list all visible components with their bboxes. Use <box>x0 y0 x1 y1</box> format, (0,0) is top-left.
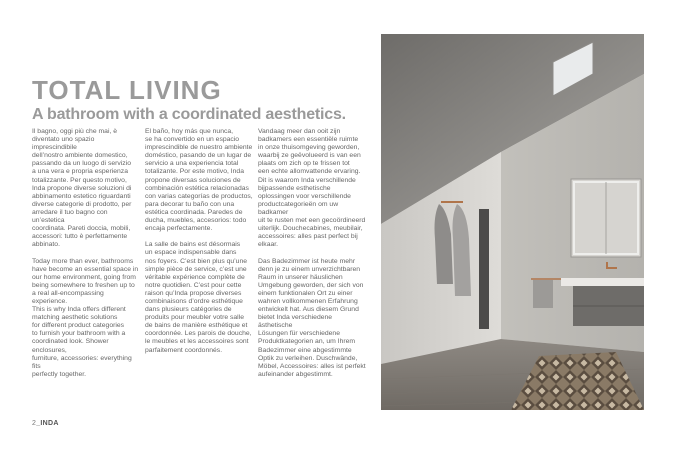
text-column-2 <box>145 128 253 363</box>
page-title: TOTAL LIVING <box>32 75 222 105</box>
text-column-3 <box>258 128 366 387</box>
paragraph-dutch: Vandaag meer dan ooit zijn badkamers een essentiële ruimte in onze thuisomgeving geworden, waarbij ze geëvolueerd is van een plaats om zich op te frissen tot een echte allomvattende ervaring. Dit is waarom Inda verschillende bijpassende esthetische oplossingen voor verschillende productcategorieën om uw badkamer uit te rusten met een gecoördineerd uiterlijk. Douchecabines, meubilair, accessoires: alles past perfect bij elkaar. <box>258 128 366 249</box>
brand-label: _INDA <box>36 420 59 427</box>
paragraph-spanish: El baño, hoy más que nunca, se ha convertido en un espacio imprescindible de nuestro ambiente doméstico, pasando de un lugar de servicio a una experiencia total totalizante. Por este motivo, Inda propone diversas soluciones de combinación estética relacionadas con varias categorías de productos, para decorar tu baño con una estética coordinada. Paredes de ducha, muebles, accesorios: todo encaja perfectamente. <box>145 128 253 233</box>
paragraph-italian: Il bagno, oggi più che mai, è diventato uno spazio imprescindibile dell’nostro ambiente domestico, passando da un luogo di servizio a una vera e propria esperienza totalizzante. Per questo motivo, Inda propone diverse soluzioni di abbinamento estetico riguardanti diverse categorie di prodotto, per arredare il tuo bagno con un’estetica coordinata. Pareti doccia, mobili, accessori: tutto è perfettamente abbinato. <box>32 128 132 249</box>
paragraph-english: Today more than ever, bathrooms have become an essential space in our home environment, going from being somewhere to freshen up to a real all-encompassing experience. This is why Inda offers different matching aesthetic solutions for different product categories to furnish your bathroom with a coordinated look. Shower enclosures, furniture, accessories: everything fits perfectly together. <box>32 257 139 378</box>
bathroom-photo <box>381 34 644 410</box>
paragraph-german: Das Badezimmer ist heute mehr denn je zu einem unverzichtbaren Raum in unserer häuslichen Umgebung geworden, der sich von einem funktionalen Ort zu einer wahren vollkommenen Erfahrung entwickelt hat. Aus diesem Grund bietet Inda verschiedene ästhetische Lösungen für verschiedene Produktkategorien an, um Ihrem Badezimmer eine abgestimmte Optik zu verleihen. Duschwände, Möbel, Accessoires: alles ist perfekt aufeinander abgestimmt. <box>258 257 366 378</box>
page-footer <box>32 420 59 427</box>
page-subtitle: A bathroom with a coordinated aesthetics. <box>32 106 346 123</box>
paragraph-french: La salle de bains est désormais un espace indispensable dans nos foyers. C’est bien plus qu’une simple pièce de service, c’est une véritable expérience complète de notre quotidien. C’est pour cette raison qu’Inda propose diverses combinaisons d’ordre esthétique dans plusieurs catégories de produits pour meubler votre salle de bains de manière esthétique et coordonnée. Les parois de douche, le meubles et les accessoires sont parfaitement coordonnés. <box>145 241 252 354</box>
text-column-1 <box>32 128 140 387</box>
page-number: 2 <box>32 420 37 427</box>
